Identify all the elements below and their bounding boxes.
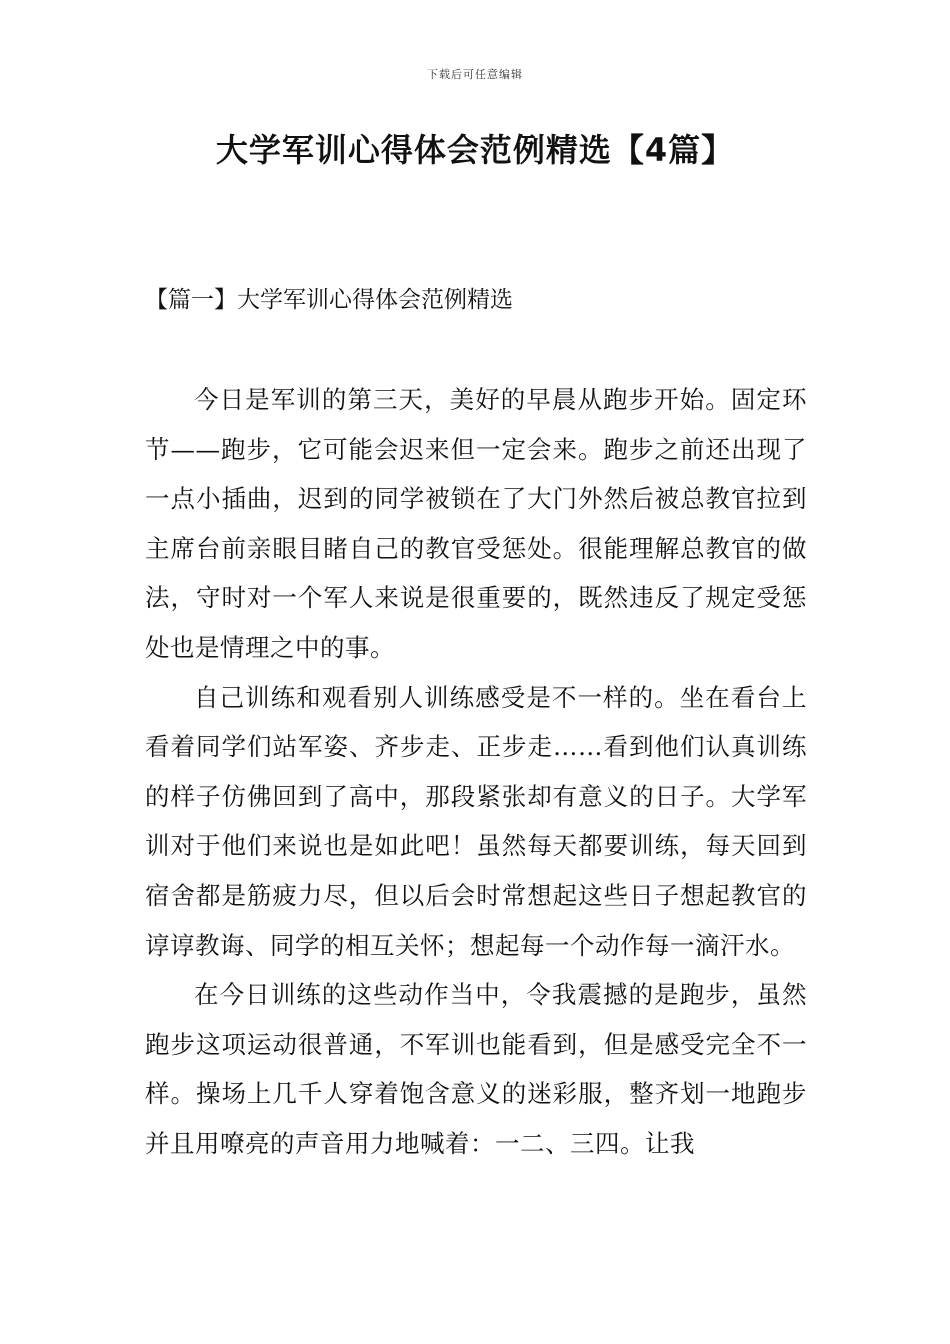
section-heading: 【篇一】大学军训心得体会范例精选 <box>145 287 513 313</box>
header-note: 下载后可任意编辑 <box>427 68 523 81</box>
body-text <box>145 375 807 1169</box>
document-title: 大学军训心得体会范例精选【4篇】 <box>215 131 735 169</box>
paragraph-2: 自己训练和观看别人训练感受是不一样的。坐在看台上看着同学们站军姿、齐步走、正步走……看到他们认真训练的样子仿佛回到了高中，那段紧张却有意义的日子。大学军训对于他们来说也是如此吧！虽然每天都要训练，每天回到宿舍都是筋疲力尽，但以后会时常想起这些日子想起教官的谆谆教诲、同学的相互关怀；想起每一个动作每一滴汗水。 <box>145 682 807 960</box>
paragraph-3: 在今日训练的这些动作当中，令我震撼的是跑步，虽然跑步这项运动很普通，不军训也能看到，但是感受完全不一样。操场上几千人穿着饱含意义的迷彩服，整齐划一地跑步并且用嘹亮的声音用力地喊着：一二、三四。让我 <box>145 980 807 1158</box>
paragraph-1: 今日是军训的第三天，美好的早晨从跑步开始。固定环节——跑步，它可能会迟来但一定会来。跑步之前还出现了一点小插曲，迟到的同学被锁在了大门外然后被总教官拉到主席台前亲眼目睹自己的教官受惩处。很能理解总教官的做法，守时对一个军人来说是很重要的，既然违反了规定受惩处也是情理之中的事。 <box>145 385 807 662</box>
